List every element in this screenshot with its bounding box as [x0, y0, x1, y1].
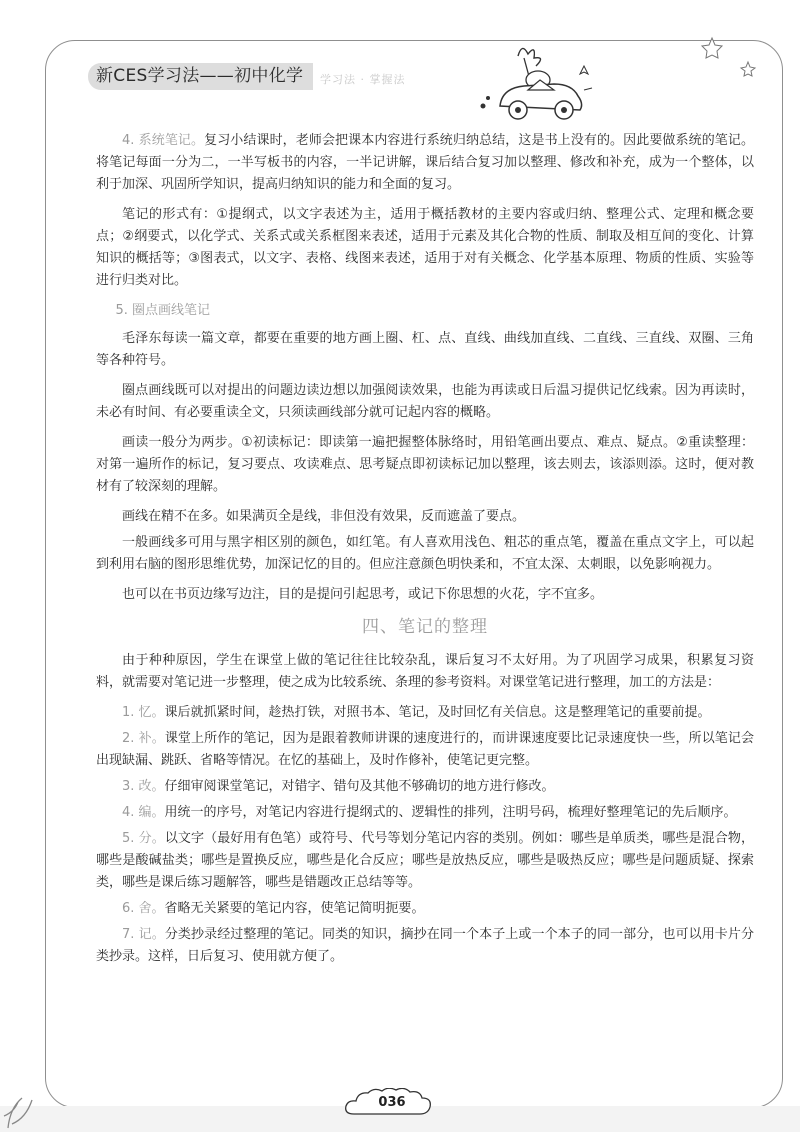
item-text: 课堂上所作的笔记，因为是跟着教师讲课的速度进行的，而讲课速度要比记录速度快一些，所以笔记会出现缺漏、跳跃、省略等情况。在忆的基础上，及时作修补，使笔记更完整。 — [96, 731, 754, 768]
page-number-cloud — [342, 1088, 442, 1120]
paragraph-color-pen: 一般画线多可用与黑字相区别的颜色，如红笔。有人喜欢用浅色、粗芯的重点笔，覆盖在重点文字上，可以起到利用右脑的图形思维优势，加深记忆的目的。但应注意颜色明快柔和，不宜太深、太刺眼，以免影响视力。 — [96, 535, 754, 572]
item-text: 分类抄录经过整理的笔记。同类的知识，摘抄在同一个本子上或一个本子的同一部分，也可以用卡片分类抄录。这样，日后复习、使用就方便了。 — [96, 927, 754, 964]
main-content — [96, 130, 754, 972]
item-number: 2. 补。 — [122, 731, 165, 746]
paragraph-note-forms: 笔记的形式有：①提纲式，以文字表述为主，适用于概括教材的主要内容或归纳、整理公式、定理和概念要点；②纲要式，以化学式、关系式或关系框图来表述，适用于元素及其化合物的性质、制取及相互间的变化、计算知识的概括等；③图表式，以文字、表格、线图来表述，适用于对有关概念、化学基本原理、物质的性质、实验等进行归类对比。 — [96, 207, 754, 288]
list-item — [96, 728, 754, 772]
list-item — [96, 924, 754, 968]
paragraph-margin-notes: 也可以在书页边缘写边注，目的是提问引起思考，或记下你思想的火花，字不宜多。 — [122, 587, 604, 602]
paragraph-system-notes — [96, 130, 754, 196]
header-subtitle: 学习法 · 掌握法 — [320, 73, 406, 86]
list-item — [96, 898, 754, 920]
list-item — [96, 702, 754, 724]
item-number: 4. 系统笔记。 — [122, 133, 205, 148]
paragraph-circle-line-purpose: 圈点画线既可以对提出的问题边读边想以加强阅读效果，也能为再读或日后温习提供记忆线索。因为再读时，未必有时间、有必要重读全文，只须读画线部分就可记起内容的概略。 — [96, 383, 754, 420]
item-number: 4. 编。 — [122, 805, 165, 820]
header-title: 新CES学习法——初中化学 — [96, 66, 304, 86]
paragraph-two-step-reading: 画读一般分为两步。①初读标记：即读第一遍把握整体脉络时，用铅笔画出要点、难点、疑点。②重读整理：对第一遍所作的标记，复习要点、攻读难点、思考疑点即初读标记加以整理，该去则去，该添则添。这时，便对教材有了较深刻的理解。 — [96, 435, 754, 494]
item-text: 以文字（最好用有色笔）或符号、代号等划分笔记内容的类别。例如：哪些是单质类，哪些是混合物，哪些是酸碱盐类；哪些是置换反应，哪些是化合反应；哪些是放热反应，哪些是吸热反应；哪些是问题质疑、探索类，哪些是课后练习题解答，哪些是错题改正总结等等。 — [96, 831, 754, 890]
cartoon-car-icon — [480, 28, 600, 128]
corner-swirl-icon — [2, 1070, 52, 1130]
list-item — [96, 828, 754, 894]
page-number: 036 — [378, 1095, 406, 1110]
item-number: 1. 忆。 — [122, 705, 165, 720]
paragraph-organize-intro: 由于种种原因，学生在课堂上做的笔记往往比较杂乱，课后复习不太好用。为了巩固学习成果，积累复习资料，就需要对笔记进一步整理，使之成为比较系统、条理的参考资料。对课堂笔记进行整理，加工的方法是： — [96, 653, 754, 690]
item-text: 课后就抓紧时间，趁热打铁，对照书本、笔记，及时回忆有关信息。这是整理笔记的重要前提。 — [164, 705, 711, 720]
stars-decoration-icon — [700, 30, 770, 90]
subheading-circle-line-notes: 5. 圈点画线笔记 — [115, 303, 211, 318]
paragraph-text: 复习小结课时，老师会把课本内容进行系统归纳总结，这是书上没有的。因此要做系统的笔记。将笔记每面一分为二，一半写板书的内容，一半记讲解，课后结合复习加以整理、修改和补充，成为一个整体，以利于加深、巩固所学知识，提高归纳知识的能力和全面的复习。 — [96, 133, 754, 192]
item-number: 6. 舍。 — [122, 901, 165, 916]
item-number: 3. 改。 — [122, 779, 165, 794]
section-heading: 四、笔记的整理 — [362, 617, 488, 637]
list-item — [96, 776, 754, 798]
item-number: 5. 分。 — [122, 831, 165, 846]
paragraph-mao-reading: 毛泽东每读一篇文章，都要在重要的地方画上圈、杠、点、直线、曲线加直线、二直线、三直线、双圈、三角等各种符号。 — [96, 331, 754, 368]
paragraph-line-less-is-more: 画线在精不在多。如果满页全是线，非但没有效果，反而遮盖了要点。 — [122, 509, 526, 524]
item-text: 仔细审阅课堂笔记，对错字、错句及其他不够确切的地方进行修改。 — [164, 779, 555, 794]
item-number: 7. 记。 — [122, 927, 165, 942]
item-text: 用统一的序号，对笔记内容进行提纲式的、逻辑性的排列，注明号码，梳理好整理笔记的先后顺序。 — [164, 805, 737, 820]
item-text: 省略无关紧要的笔记内容，使笔记简明扼要。 — [164, 901, 425, 916]
list-item — [96, 802, 754, 824]
